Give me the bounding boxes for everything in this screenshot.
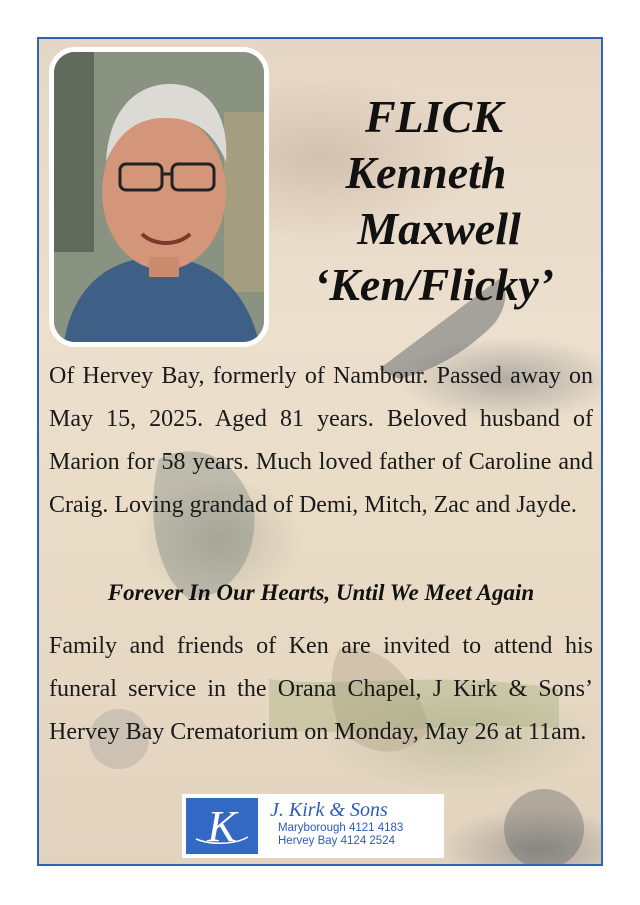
middle-name: Maxwell: [357, 203, 521, 254]
monogram-k-icon: [186, 798, 258, 854]
funeral-director-logo: [182, 794, 444, 858]
notice-paragraph-service: Family and friends of Ken are invited to attend his funeral service in the Orana Chapel, J Kirk & Sons’ Hervey Bay Crematorium on Monday, May 26 at 11am.: [49, 633, 593, 745]
surname: FLICK: [364, 91, 504, 142]
deceased-name: [279, 89, 589, 313]
portrait-photo: [49, 47, 269, 347]
nickname: ‘Ken/Flicky’: [313, 259, 555, 310]
notice-paragraph-details: Of Hervey Bay, formerly of Nambour. Passed away on May 15, 2025. Aged 81 years. Beloved husband of Marion for 58 years. Much loved father of Caroline and Craig. Loving grandad of Demi, Mitch, Zac and Jayde.: [49, 363, 593, 518]
funeral-director-info: [262, 794, 444, 858]
phone-hervey-bay: Hervey Bay 4124 2524: [278, 835, 395, 847]
first-name: Kenneth: [345, 147, 507, 198]
funeral-director-name: J. Kirk & Sons: [270, 799, 388, 821]
phone-maryborough: Maryborough 4121 4183: [278, 822, 404, 834]
monogram-letter: K: [207, 802, 237, 851]
memorial-motto: Forever In Our Hearts, Until We Meet Again: [107, 580, 535, 605]
death-notice: [37, 37, 603, 866]
